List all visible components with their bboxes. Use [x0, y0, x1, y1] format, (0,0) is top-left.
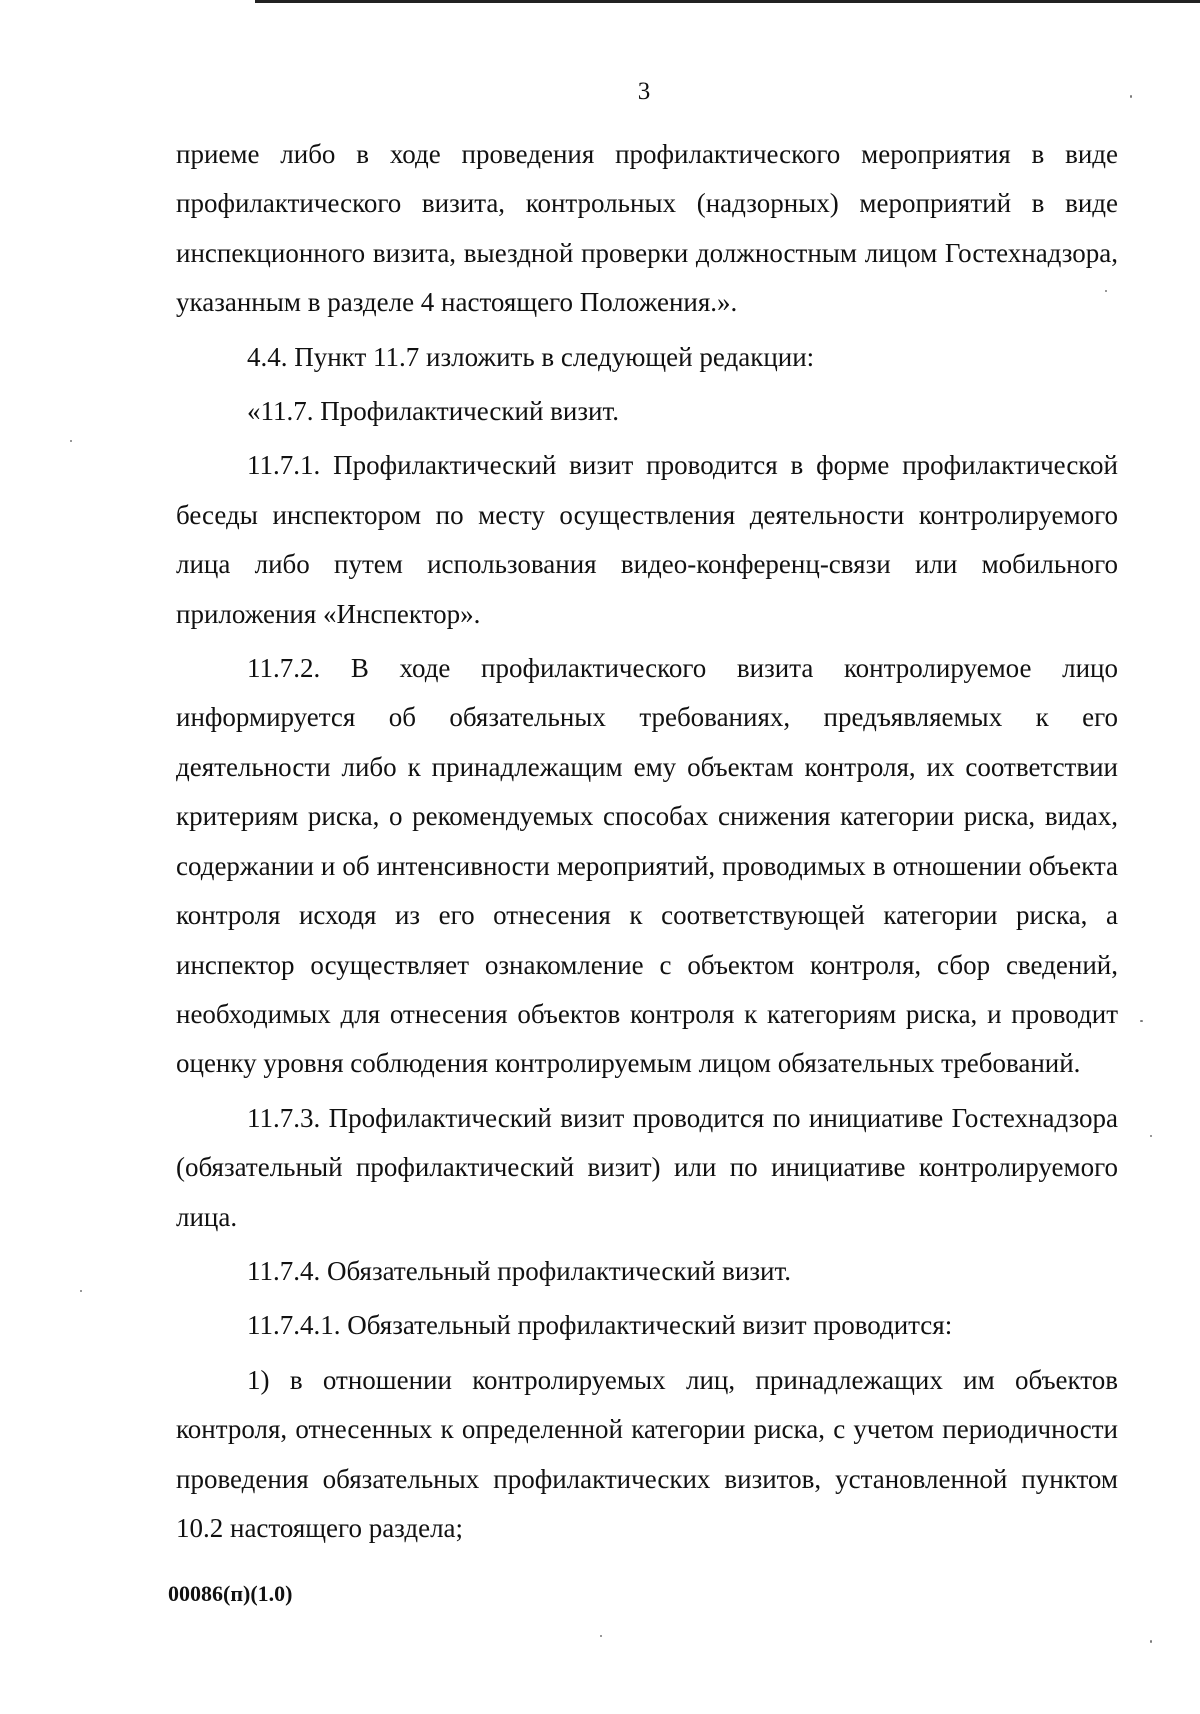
- scan-speck: [1150, 1640, 1152, 1643]
- paragraph-11-7-2: 11.7.2. В ходе профилактического визита контролируемое лицо информируется об обязательных требованиях, предъявляемых к его деятельности либо к принадлежащим ему объектам контроля, их соответствии критериям риска, о рекомендуемых способах снижения категории риска, видах, содержании и об интенсивности мероприятий, проводимых в отношении объекта контроля исходя из его отнесения к соответствующей категории риска, а инспектор осуществляет ознакомление с объектом контроля, сбор сведений, необходимых для отнесения объектов контроля к категориям риска, и проводит оценку уровня соблюдения контролируемым лицом обязательных требований.: [176, 653, 1118, 1079]
- scan-speck: [600, 1635, 602, 1637]
- scan-speck: [70, 440, 72, 442]
- paragraph-11-7-1: 11.7.1. Профилактический визит проводится в форме профилактической беседы инспектором по месту осуществления деятельности контролируемого лица либо путем использования видео-конференц-связи или мобильного приложения «Инспектор».: [176, 450, 1118, 629]
- paragraph-continuation: приеме либо в ходе проведения профилактического мероприятия в виде профилактического визита, контрольных (надзорных) мероприятий в виде инспекционного визита, выездной проверки должностным лицом Гостехнадзора, указанным в разделе 4 настоящего Положения.».: [176, 139, 1118, 318]
- scan-speck: [1150, 1135, 1152, 1137]
- page-number: 3: [637, 78, 651, 105]
- scan-speck: [1130, 95, 1132, 98]
- document-body: [176, 130, 1118, 1558]
- paragraph-11-7-4-1: 11.7.4.1. Обязательный профилактический визит проводится:: [247, 1310, 953, 1341]
- top-border-line: [255, 0, 1200, 3]
- paragraph-11-7-3: 11.7.3. Профилактический визит проводится по инициативе Гостехнадзора (обязательный профилактический визит) или по инициативе контролируемого лица.: [176, 1102, 1118, 1232]
- scan-speck: [1105, 290, 1107, 292]
- paragraph-list-item-1: 1) в отношении контролируемых лиц, принадлежащих им объектов контроля, отнесенных к определенной категории риска, с учетом периодичности проведения обязательных профилактических визитов, установленной пунктом 10.2 настоящего раздела;: [176, 1364, 1118, 1543]
- paragraph-11-7-4: 11.7.4. Обязательный профилактический визит.: [247, 1255, 791, 1286]
- document-code: 00086(п)(1.0): [168, 1581, 293, 1606]
- paragraph-4-4: 4.4. Пункт 11.7 изложить в следующей редакции:: [247, 341, 815, 372]
- scan-speck: [80, 1290, 82, 1292]
- paragraph-11-7-heading: «11.7. Профилактический визит.: [247, 396, 619, 427]
- scan-speck: [1140, 1020, 1143, 1022]
